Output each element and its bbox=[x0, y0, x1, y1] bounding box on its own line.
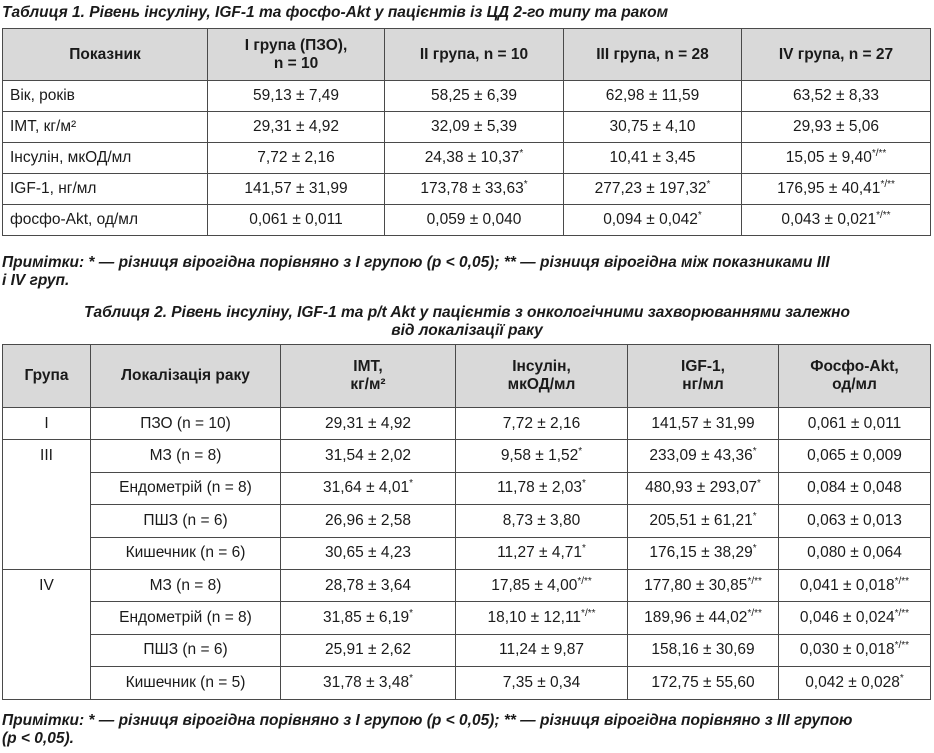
localization-cell: МЗ (n = 8) bbox=[91, 440, 281, 472]
value-cell bbox=[281, 440, 456, 472]
t1-header-group2 bbox=[385, 29, 564, 81]
value-text: 233,09 ± 43,36 bbox=[649, 447, 753, 465]
table-row bbox=[3, 143, 931, 174]
value-cell bbox=[779, 440, 931, 472]
header-text: n = 10 bbox=[273, 54, 319, 72]
value-text: 277,23 ± 197,32 bbox=[594, 180, 707, 197]
significance-mark: * bbox=[523, 179, 528, 190]
localization-cell: Кишечник (n = 6) bbox=[91, 537, 281, 569]
significance-mark: * bbox=[757, 478, 761, 490]
value-cell bbox=[456, 505, 628, 537]
group-cell bbox=[3, 667, 91, 699]
significance-mark: * bbox=[752, 543, 757, 555]
t1-header-indicator bbox=[3, 29, 208, 81]
row-label: Вік, років bbox=[3, 81, 208, 112]
table-row bbox=[3, 174, 931, 205]
value-cell bbox=[281, 634, 456, 666]
value-text: 0,061 ± 0,011 bbox=[249, 211, 343, 228]
header-text: III група, n = 28 bbox=[596, 45, 709, 63]
value-text: 189,96 ± 44,02 bbox=[644, 609, 748, 627]
value-text: 31,64 ± 4,01 bbox=[323, 479, 410, 497]
value-cell bbox=[208, 174, 385, 205]
note-line: Примітки: * — різниця вірогідна порівняно з I групою (p < 0,05); ** — різниця вірогідна порівняно з III групою bbox=[2, 712, 853, 729]
value-cell bbox=[456, 440, 628, 472]
header-text: II група, n = 10 bbox=[419, 45, 529, 63]
group-cell: III bbox=[3, 440, 91, 472]
row-label: ІМТ, кг/м² bbox=[3, 112, 208, 143]
significance-mark: */** bbox=[747, 608, 762, 620]
significance-mark: * bbox=[706, 179, 711, 190]
value-text: 24,38 ± 10,37 bbox=[424, 149, 520, 166]
value-cell bbox=[742, 112, 931, 143]
t1-header-group1 bbox=[208, 29, 385, 81]
header-text: кг/м² bbox=[350, 376, 386, 393]
value-text: 30,65 ± 4,23 bbox=[324, 544, 412, 562]
value-text: 7,35 ± 0,34 bbox=[502, 673, 581, 691]
table-row bbox=[3, 634, 931, 666]
value-text: 58,25 ± 6,39 bbox=[430, 87, 518, 104]
t2-header-group bbox=[3, 345, 91, 408]
value-cell bbox=[456, 408, 628, 440]
table1-caption: Таблиця 1. Рівень інсуліну, IGF-1 та фосфо-Akt у пацієнтів із ЦД 2-го типу та раком bbox=[2, 4, 669, 21]
note-line: і IV груп. bbox=[2, 272, 70, 289]
value-text: 11,27 ± 4,71 bbox=[497, 544, 583, 562]
localization-cell: МЗ (n = 8) bbox=[91, 569, 281, 601]
value-text: 172,75 ± 55,60 bbox=[651, 673, 755, 691]
value-text: 176,95 ± 40,41 bbox=[777, 180, 881, 197]
value-cell bbox=[779, 537, 931, 569]
table-row bbox=[3, 602, 931, 634]
value-text: 29,31 ± 4,92 bbox=[324, 414, 412, 432]
table2 bbox=[2, 344, 931, 700]
header-text: Інсулін, bbox=[512, 358, 571, 375]
value-text: 32,09 ± 5,39 bbox=[430, 118, 518, 135]
value-cell bbox=[456, 472, 628, 504]
group-cell: I bbox=[3, 408, 91, 440]
value-text: 7,72 ± 2,16 bbox=[502, 414, 581, 432]
significance-mark: * bbox=[899, 672, 904, 684]
value-cell bbox=[742, 205, 931, 236]
value-cell bbox=[385, 205, 564, 236]
caption-line: Таблиця 2. Рівень інсуліну, IGF-1 та p/t Akt у пацієнтів з онкологічними захворюваннями залежно bbox=[84, 304, 850, 321]
significance-mark: * bbox=[752, 510, 757, 522]
table2-note bbox=[2, 712, 932, 748]
value-cell bbox=[456, 634, 628, 666]
t2-header-phospho-akt bbox=[779, 345, 931, 408]
value-text: 29,93 ± 5,06 bbox=[792, 118, 880, 135]
value-cell bbox=[281, 602, 456, 634]
value-text: 28,78 ± 3,64 bbox=[324, 576, 412, 594]
header-text: ІМТ, bbox=[353, 358, 383, 375]
header-text: од/мл bbox=[832, 376, 877, 393]
value-cell bbox=[281, 408, 456, 440]
significance-mark: */** bbox=[577, 575, 592, 587]
group-cell bbox=[3, 602, 91, 634]
value-cell bbox=[564, 143, 742, 174]
value-cell bbox=[628, 602, 779, 634]
significance-mark: * bbox=[409, 672, 413, 684]
value-text: 25,91 ± 2,62 bbox=[324, 641, 412, 659]
value-text: 173,78 ± 33,63 bbox=[420, 180, 524, 197]
t1-header-group4 bbox=[742, 29, 931, 81]
header-text: нг/мл bbox=[682, 376, 724, 393]
value-cell bbox=[564, 112, 742, 143]
value-text: 0,030 ± 0,018 bbox=[799, 641, 895, 659]
value-text: 31,78 ± 3,48 bbox=[323, 673, 410, 691]
value-text: 177,80 ± 30,85 bbox=[644, 576, 748, 594]
localization-cell: ПЗО (n = 10) bbox=[91, 408, 281, 440]
group-cell bbox=[3, 472, 91, 504]
table-row bbox=[3, 505, 931, 537]
value-text: 0,065 ± 0,009 bbox=[807, 447, 902, 465]
value-text: 141,57 ± 31,99 bbox=[651, 414, 755, 432]
value-cell bbox=[779, 472, 931, 504]
note-line: Примітки: * — різниця вірогідна порівняно з I групою (p < 0,05); ** — різниця вірогідна між показниками III bbox=[2, 254, 830, 271]
table-row bbox=[3, 81, 931, 112]
value-text: 0,042 ± 0,028 bbox=[805, 673, 900, 691]
value-text: 11,78 ± 2,03 bbox=[497, 479, 583, 497]
table2-header-row bbox=[3, 345, 931, 408]
value-text: 17,85 ± 4,00 bbox=[491, 576, 578, 594]
group-cell bbox=[3, 537, 91, 569]
value-cell bbox=[456, 602, 628, 634]
value-text: 9,58 ± 1,52 bbox=[500, 447, 579, 465]
value-cell bbox=[628, 505, 779, 537]
significance-mark: * bbox=[578, 446, 583, 458]
value-cell bbox=[779, 408, 931, 440]
value-cell bbox=[628, 472, 779, 504]
table1-body bbox=[3, 81, 931, 236]
value-text: 0,084 ± 0,048 bbox=[807, 479, 902, 497]
t2-header-localization bbox=[91, 345, 281, 408]
value-text: 7,72 ± 2,16 bbox=[257, 149, 335, 166]
value-cell bbox=[385, 81, 564, 112]
value-cell bbox=[564, 81, 742, 112]
significance-mark: * bbox=[697, 210, 702, 221]
value-cell bbox=[742, 174, 931, 205]
value-cell bbox=[628, 569, 779, 601]
significance-mark: * bbox=[752, 446, 757, 458]
value-text: 11,24 ± 9,87 bbox=[499, 641, 584, 659]
value-text: 30,75 ± 4,10 bbox=[609, 118, 696, 135]
value-cell bbox=[742, 81, 931, 112]
table-row bbox=[3, 472, 931, 504]
value-text: 10,41 ± 3,45 bbox=[609, 149, 696, 166]
value-cell bbox=[281, 505, 456, 537]
value-text: 59,13 ± 7,49 bbox=[252, 87, 340, 104]
significance-mark: * bbox=[519, 148, 524, 159]
header-text: Група bbox=[24, 367, 69, 384]
value-cell bbox=[628, 634, 779, 666]
header-text: мкОД/мл bbox=[507, 376, 576, 393]
significance-mark: */** bbox=[871, 148, 887, 159]
table-row bbox=[3, 408, 931, 440]
value-text: 141,57 ± 31,99 bbox=[244, 180, 348, 197]
table-row bbox=[3, 112, 931, 143]
value-text: 62,98 ± 11,59 bbox=[605, 87, 700, 104]
value-text: 29,31 ± 4,92 bbox=[252, 118, 340, 135]
caption-line: від локалізації раку bbox=[391, 322, 543, 339]
value-cell bbox=[779, 634, 931, 666]
value-text: 0,059 ± 0,040 bbox=[426, 211, 522, 228]
header-text: IGF-1, bbox=[681, 358, 725, 375]
value-cell bbox=[208, 81, 385, 112]
value-text: 31,85 ± 6,19 bbox=[323, 609, 410, 627]
significance-mark: */** bbox=[894, 608, 910, 620]
value-cell bbox=[281, 537, 456, 569]
value-text: 8,73 ± 3,80 bbox=[502, 511, 581, 529]
table-row bbox=[3, 537, 931, 569]
value-cell bbox=[385, 112, 564, 143]
t1-header-group3 bbox=[564, 29, 742, 81]
value-text: 176,15 ± 38,29 bbox=[649, 544, 753, 562]
value-cell bbox=[456, 667, 628, 699]
table1-header-row bbox=[3, 29, 931, 81]
header-text: I група (ПЗО), bbox=[244, 36, 348, 54]
value-text: 0,043 ± 0,021 bbox=[781, 211, 877, 228]
header-text: Показник bbox=[69, 45, 141, 63]
table1-note bbox=[2, 254, 932, 290]
value-text: 15,05 ± 9,40 bbox=[785, 149, 872, 166]
value-cell bbox=[208, 205, 385, 236]
table-row bbox=[3, 205, 931, 236]
value-text: 0,061 ± 0,011 bbox=[807, 414, 902, 432]
significance-mark: * bbox=[582, 543, 586, 555]
header-text: Локалізація раку bbox=[121, 367, 250, 384]
t2-header-bmi bbox=[281, 345, 456, 408]
localization-cell: ПШЗ (n = 6) bbox=[91, 505, 281, 537]
value-cell bbox=[628, 408, 779, 440]
value-cell bbox=[208, 143, 385, 174]
significance-mark: */** bbox=[581, 608, 596, 620]
value-cell bbox=[742, 143, 931, 174]
significance-mark: */** bbox=[880, 179, 895, 190]
row-label: фосфо-Akt, од/мл bbox=[3, 205, 208, 236]
value-cell bbox=[456, 537, 628, 569]
value-cell bbox=[779, 569, 931, 601]
table-row bbox=[3, 667, 931, 699]
significance-mark: */** bbox=[894, 575, 910, 587]
significance-mark: * bbox=[409, 608, 413, 620]
value-cell bbox=[564, 174, 742, 205]
value-cell bbox=[208, 112, 385, 143]
value-cell bbox=[779, 667, 931, 699]
value-text: 31,54 ± 2,02 bbox=[324, 447, 412, 465]
table1 bbox=[2, 28, 931, 236]
table2-caption bbox=[2, 304, 932, 340]
value-cell bbox=[628, 440, 779, 472]
localization-cell: Ендометрій (n = 8) bbox=[91, 602, 281, 634]
value-cell bbox=[628, 537, 779, 569]
t2-header-insulin bbox=[456, 345, 628, 408]
table-row bbox=[3, 569, 931, 601]
value-cell bbox=[385, 174, 564, 205]
value-text: 0,041 ± 0,018 bbox=[799, 576, 895, 594]
value-text: 0,080 ± 0,064 bbox=[807, 544, 902, 562]
value-text: 0,063 ± 0,013 bbox=[807, 511, 902, 529]
value-text: 63,52 ± 8,33 bbox=[792, 87, 880, 104]
group-cell bbox=[3, 634, 91, 666]
group-cell: IV bbox=[3, 569, 91, 601]
value-text: 0,094 ± 0,042 bbox=[603, 211, 698, 228]
significance-mark: */** bbox=[894, 640, 910, 652]
row-label: IGF-1, нг/мл bbox=[3, 174, 208, 205]
value-text: 0,046 ± 0,024 bbox=[799, 609, 895, 627]
value-cell bbox=[456, 569, 628, 601]
localization-cell: ПШЗ (n = 6) bbox=[91, 634, 281, 666]
table-row bbox=[3, 440, 931, 472]
value-text: 480,93 ± 293,07 bbox=[645, 479, 758, 497]
value-text: 26,96 ± 2,58 bbox=[324, 511, 412, 529]
significance-mark: * bbox=[409, 478, 413, 490]
localization-cell: Кишечник (n = 5) bbox=[91, 667, 281, 699]
group-cell bbox=[3, 505, 91, 537]
value-cell bbox=[385, 143, 564, 174]
significance-mark: */** bbox=[876, 210, 891, 221]
value-cell bbox=[281, 472, 456, 504]
value-cell bbox=[281, 667, 456, 699]
value-text: 18,10 ± 12,11 bbox=[487, 609, 582, 627]
header-text: IV група, n = 27 bbox=[778, 45, 894, 63]
value-text: 158,16 ± 30,69 bbox=[651, 641, 755, 659]
row-label: Інсулін, мкОД/мл bbox=[3, 143, 208, 174]
value-cell bbox=[564, 205, 742, 236]
significance-mark: * bbox=[582, 478, 586, 490]
header-text: Фосфо-Akt, bbox=[810, 358, 899, 375]
t2-header-igf1 bbox=[628, 345, 779, 408]
value-cell bbox=[281, 569, 456, 601]
significance-mark: */** bbox=[747, 575, 762, 587]
value-text: 205,51 ± 61,21 bbox=[649, 511, 753, 529]
value-cell bbox=[779, 602, 931, 634]
table2-body bbox=[3, 408, 931, 700]
value-cell bbox=[628, 667, 779, 699]
value-cell bbox=[779, 505, 931, 537]
localization-cell: Ендометрій (n = 8) bbox=[91, 472, 281, 504]
note-line: (p < 0,05). bbox=[2, 730, 74, 747]
